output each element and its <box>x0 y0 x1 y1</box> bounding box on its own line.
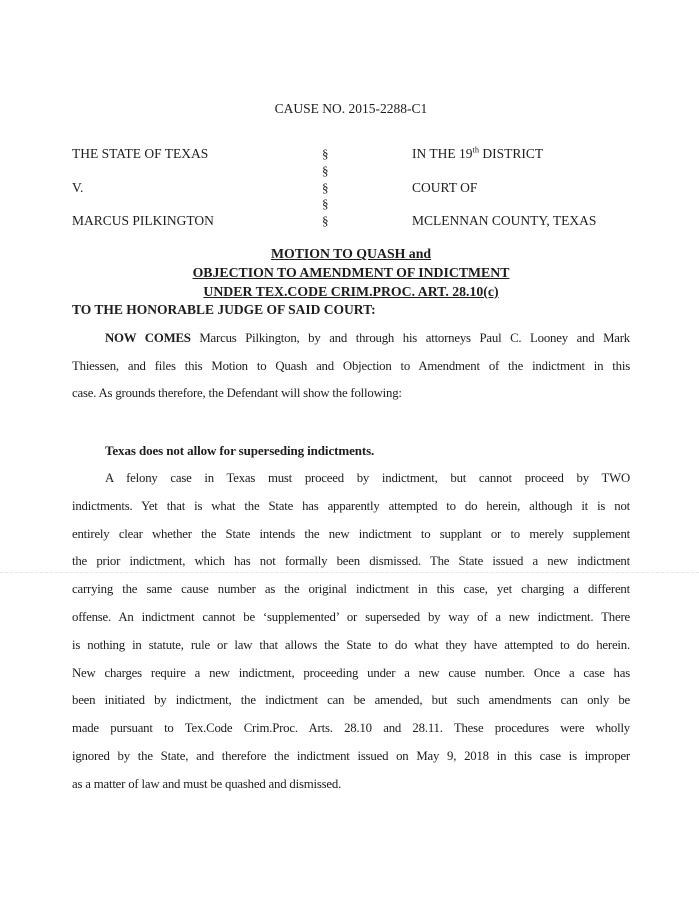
court-line-1-text: IN THE 19 <box>412 146 473 161</box>
body-line: the prior indictment, which has not formally been dismissed. The State issued a new indictment <box>72 554 630 569</box>
intro-line-3: case. As grounds therefore, the Defendant will show the following: <box>72 386 402 400</box>
party-plaintiff: THE STATE OF TEXAS <box>72 146 209 161</box>
salutation: TO THE HONORABLE JUDGE OF SAID COURT: <box>72 302 376 317</box>
motion-title-line-3: UNDER TEX.CODE CRIM.PROC. ART. 28.10(c) <box>203 284 499 299</box>
court-line-1-ordinal: th <box>472 145 480 155</box>
intro-line-1 <box>72 325 630 353</box>
cause-number: CAUSE NO. 2015-2288-C1 <box>274 101 428 116</box>
section-symbol: § <box>322 179 329 195</box>
section-symbol: § <box>322 213 329 229</box>
motion-title-line-1: MOTION TO QUASH and <box>270 246 432 261</box>
body-line: ignored by the State, and therefore the indictment issued on May 9, 2018 in this case is improper <box>72 748 630 763</box>
body-line: is nothing in statute, rule or law that allows the State to do what they have attempted to do herein. <box>72 637 630 652</box>
section-symbol: § <box>322 162 329 178</box>
body-line: indictments. Yet that is what the State has apparently attempted to do herein, although it is not <box>72 498 630 513</box>
body-line: New charges require a new indictment, proceeding under a new cause number. Once a case has <box>72 665 630 680</box>
body-line: made pursuant to Tex.Code Crim.Proc. Arts. 28.10 and 28.11. These procedures were wholly <box>72 721 630 736</box>
court-line-2: COURT OF <box>412 179 478 195</box>
body-line: been initiated by indictment, the indictment can be amended, but such amendments can only be <box>72 693 630 708</box>
party-defendant: MARCUS PILKINGTON <box>72 213 214 229</box>
court-line-1-suffix: DISTRICT <box>479 146 544 161</box>
intro-line-2: Thiessen, and files this Motion to Quash and Objection to Amendment of the indictment in this <box>72 358 630 373</box>
body-line: offense. An indictment cannot be ‘supplemented’ or superseded by way of a new indictment. There <box>72 609 630 624</box>
court-line-3: MCLENNAN COUNTY, TEXAS <box>412 213 597 229</box>
caption-spacer <box>72 196 322 213</box>
now-comes-phrase: NOW COMES <box>105 331 191 345</box>
intro-line-1-text: Marcus Pilkington, by and through his attorneys Paul C. Looney and Mark <box>190 331 631 345</box>
section-symbol: § <box>322 146 329 161</box>
court-line-1 <box>412 146 630 163</box>
body-line: as a matter of law and must be quashed and dismissed. <box>72 776 342 791</box>
party-versus: V. <box>72 179 84 195</box>
motion-title-line-2: OBJECTION TO AMENDMENT OF INDICTMENT <box>192 265 510 280</box>
scan-artifact-line <box>0 572 699 573</box>
caption-spacer <box>72 163 322 180</box>
section-symbol: § <box>322 196 329 212</box>
body-line: entirely clear whether the State intends the new indictment to supplant or to merely supplement <box>72 526 630 541</box>
intro-paragraph <box>72 325 630 408</box>
section-heading: Texas does not allow for superseding indictments. <box>105 443 375 458</box>
case-caption <box>72 146 630 230</box>
motion-title <box>72 244 630 301</box>
body-line: carrying the same cause number as the original indictment in this case, yet charging a different <box>72 582 630 597</box>
caption-spacer <box>412 196 630 213</box>
caption-spacer <box>412 163 630 180</box>
body-paragraph <box>72 465 630 799</box>
body-line: A felony case in Texas must proceed by indictment, but cannot proceed by TWO <box>105 471 630 485</box>
